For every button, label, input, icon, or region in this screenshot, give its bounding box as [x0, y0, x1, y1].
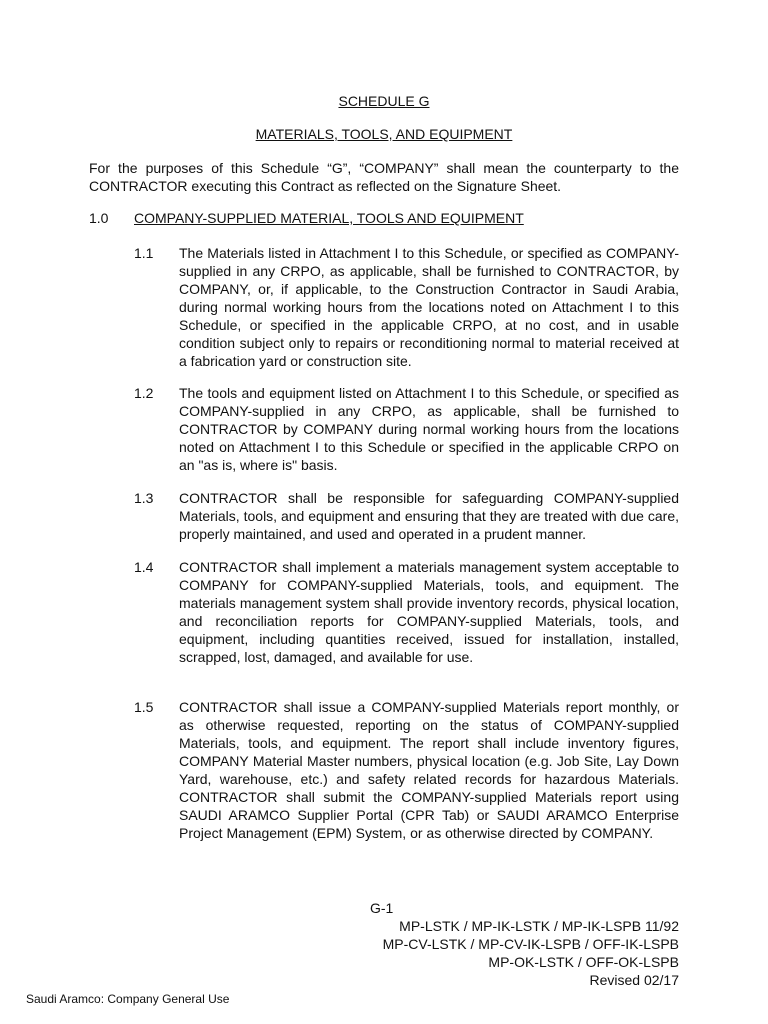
schedule-title: SCHEDULE G [338, 93, 430, 109]
footer-line: MP-CV-LSTK / MP-CV-IK-LSPB / OFF-IK-LSPB [382, 936, 679, 952]
intro-paragraph: For the purposes of this Schedule “G”, “COMPANY” shall mean the counterparty to the CONTRACTOR executing this Contract as reflected on the Signature Sheet. [89, 160, 679, 194]
clause-number: 1.4 [134, 559, 154, 575]
clause-number: 1.1 [134, 245, 154, 261]
classification-label: Saudi Aramco: Company General Use [26, 992, 230, 1006]
clause-text: CONTRACTOR shall implement a materials management system acceptable to COMPANY for COMPANY-supplied Materials, tools, and equipment. The materials management system shall provide inventory records, physical location, and reconciliation reports for COMPANY-supplied Materials, tools, and equipment, including quantities received, issued for installation, installed, scrapped, lost, damaged, and available for use. [179, 559, 679, 665]
footer-line: MP-LSTK / MP-IK-LSTK / MP-IK-LSPB 11/92 [399, 918, 679, 934]
clause-text: CONTRACTOR shall be responsible for safeguarding COMPANY-supplied Materials, tools, and equipment and ensuring that they are treated with due care, properly maintained, and used and operated in a prudent manner. [179, 490, 679, 542]
footer-revision: Revised 02/17 [589, 972, 679, 988]
footer-line: MP-OK-LSTK / OFF-OK-LSPB [488, 954, 679, 970]
section-title: COMPANY-SUPPLIED MATERIAL, TOOLS AND EQUIPMENT [134, 210, 524, 226]
clause-number: 1.2 [134, 385, 154, 401]
clause-text: CONTRACTOR shall issue a COMPANY-supplied Materials report monthly, or as otherwise requested, reporting on the status of COMPANY-supplied Materials, tools, and equipment. The report shall include inventory figures, COMPANY Material Master numbers, physical location (e.g. Job Site, Lay Down Yard, warehouse, etc.) and safety related records for hazardous Materials. CONTRACTOR shall submit the COMPANY-supplied Materials report using SAUDI ARAMCO Supplier Portal (CPR Tab) or SAUDI ARAMCO Enterprise Project Management (EPM) System, or as otherwise directed by COMPANY. [179, 699, 679, 841]
schedule-subtitle: MATERIALS, TOOLS, AND EQUIPMENT [255, 126, 513, 142]
clause-text: The Materials listed in Attachment I to this Schedule, or specified as COMPANY-supplied in any CRPO, as applicable, shall be furnished to CONTRACTOR, by COMPANY, or, if applicable, to the Construction Contractor in Saudi Arabia, during normal working hours from the locations noted on Attachment I to this Schedule, or specified in the applicable CRPO, at no cost, and in usable condition subject only to repairs or reconditioning normal to material received at a fabrication yard or construction site. [179, 245, 679, 369]
page-number: G-1 [370, 900, 394, 916]
clause-number: 1.3 [134, 490, 154, 506]
clause-number: 1.5 [134, 699, 154, 715]
footer-codes [383, 917, 679, 989]
clause-text: The tools and equipment listed on Attachment I to this Schedule, or specified as COMPANY-supplied in any CRPO, as applicable, shall be furnished to CONTRACTOR by COMPANY during normal working hours from the locations noted on Attachment I to this Schedule or specified in the applicable CRPO on an "as is, where is" basis. [179, 385, 679, 473]
section-number: 1.0 [89, 210, 109, 226]
